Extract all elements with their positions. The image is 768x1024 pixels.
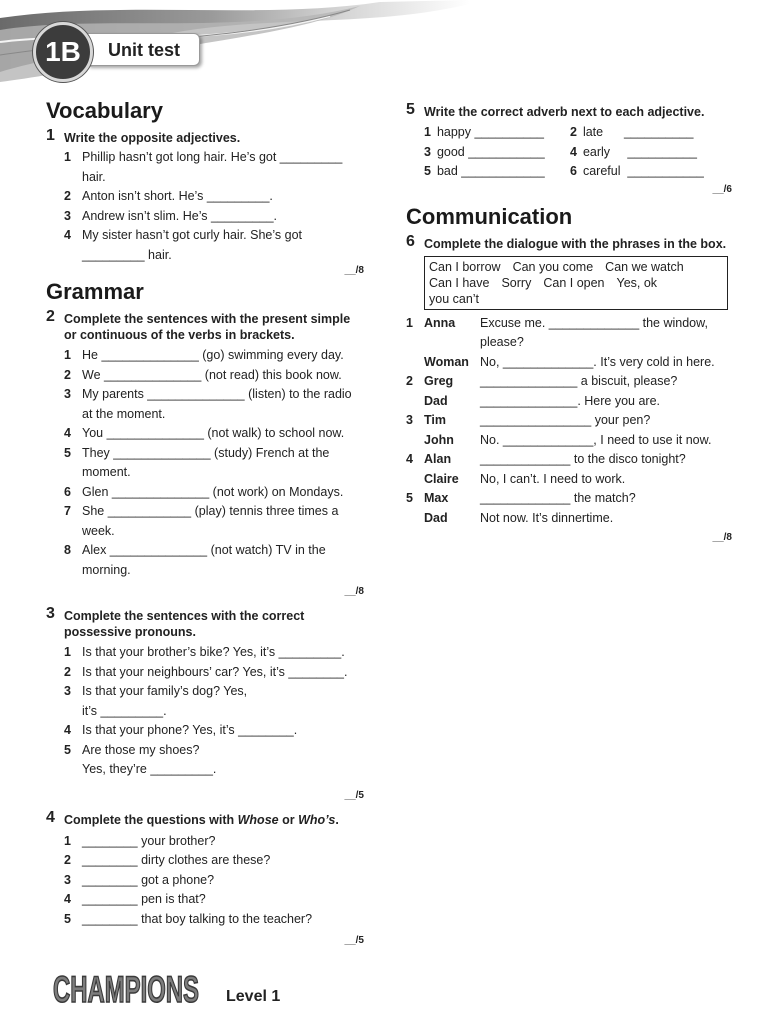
phrase: Sorry [501, 275, 532, 290]
list-item [46, 502, 364, 541]
item-number: 4 [64, 723, 71, 737]
item-text: Are those my shoes? Yes, they’re _________. [82, 742, 217, 776]
item-number: 2 [406, 374, 413, 388]
dialogue-line: ______________ a biscuit, please? [480, 374, 678, 388]
exercise-number: 1 [46, 127, 55, 144]
exercise-3-score: __/5 [344, 789, 364, 801]
list-item [46, 541, 364, 580]
item-text: Anton isn’t short. He’s _________. [82, 189, 273, 203]
section-heading-vocabulary: Vocabulary [46, 98, 163, 123]
item-number: 5 [64, 445, 71, 460]
item-number: 1 [64, 150, 71, 164]
left-column [46, 98, 364, 947]
item-text: ________ got a phone? [82, 872, 215, 887]
item-number: 6 [64, 484, 71, 499]
dialogue-row [406, 411, 732, 431]
speaker: Tim [424, 413, 446, 427]
dialogue-row [406, 489, 732, 509]
list-item [46, 682, 364, 721]
phrase: Can you come [512, 259, 594, 274]
list-item [46, 851, 364, 871]
phrase: Yes, ok [616, 275, 658, 290]
dialogue-line: _____________ the match? [480, 491, 636, 505]
item-number: 3 [64, 872, 71, 887]
speaker: Max [424, 491, 449, 505]
item-text: Is that your brother’s bike? Yes, it’s _________. [82, 645, 345, 659]
list-item [46, 346, 364, 366]
item-text: bad ____________ [436, 164, 545, 178]
list-item [46, 643, 364, 663]
exercise-1-score: __/8 [344, 265, 364, 276]
list-item [46, 148, 364, 187]
exercise-number: 4 [46, 808, 55, 826]
item-number: 4 [406, 452, 413, 466]
exercise-6-score: __/8 [712, 532, 732, 543]
item-text: good ___________ [436, 144, 545, 159]
instruction-text: Complete the sentences with the present simple or continuous of the verbs in brackets. [64, 312, 351, 342]
item-number: 7 [64, 504, 71, 518]
speaker: Alan [424, 452, 452, 466]
item-number: 4 [64, 426, 71, 440]
item-number: 2 [64, 853, 71, 867]
list-item [46, 832, 364, 852]
list-item [424, 162, 570, 182]
exercise-5-grid [424, 123, 732, 182]
item-number: 2 [64, 664, 71, 679]
list-item [46, 483, 364, 503]
dialogue-line: _____________ to the disco tonight? [480, 452, 686, 466]
list-item [570, 123, 720, 143]
speaker: Greg [424, 374, 454, 388]
exercise-5-score: __/6 [712, 183, 732, 195]
item-number [406, 353, 424, 373]
item-text: Is that your neighbours’ car? Yes, it’s ________. [82, 664, 348, 679]
dialogue-line: No. _____________, I need to use it now. [480, 432, 712, 447]
speaker: Dad [424, 510, 448, 525]
dialogue-line: ________________ your pen? [480, 413, 651, 427]
phrase: you can’t [429, 291, 480, 306]
list-item [424, 123, 570, 143]
exercise-2-score: __/8 [344, 586, 364, 597]
item-number: 4 [64, 228, 71, 242]
dialogue-row [406, 314, 732, 353]
dialogue-line: Excuse me. _____________ the window, please? [480, 315, 708, 349]
exercise-number: 2 [46, 308, 55, 325]
item-number: 3 [406, 413, 413, 427]
exercise-4-items [46, 832, 364, 930]
item-text: careful ___________ [582, 164, 704, 178]
item-number: 4 [570, 144, 577, 159]
exercise-4-instruction [46, 808, 364, 828]
exercise-2-instruction [46, 308, 364, 343]
item-text: Is that your family’s dog? Yes, it’s _________. [82, 684, 248, 718]
item-number: 2 [64, 367, 71, 382]
item-number: 2 [64, 189, 71, 203]
unit-title: Unit test [88, 33, 200, 66]
exercise-1-instruction [46, 127, 364, 146]
item-number: 3 [64, 387, 71, 401]
list-item [46, 721, 364, 741]
list-item [46, 385, 364, 424]
exercise-5-instruction [406, 101, 732, 120]
exercise-6-instruction [406, 232, 732, 252]
item-text: ________ that boy talking to the teacher? [82, 911, 313, 926]
exercise-3-items [46, 643, 364, 780]
speaker: Woman [424, 354, 469, 369]
dialogue-line: No, _____________. It’s very cold in here. [480, 354, 715, 369]
exercise-number: 5 [406, 101, 415, 118]
unit-badge: 1B [33, 22, 93, 82]
item-text: ________ dirty clothes are these? [82, 853, 271, 867]
item-number: 3 [64, 208, 71, 223]
item-text: late __________ [582, 125, 694, 139]
item-number: 3 [64, 684, 71, 698]
item-text: He ______________ (go) swimming every day. [82, 348, 344, 362]
phrase: Can I open [543, 275, 605, 290]
dialogue-row [406, 392, 732, 412]
item-text: Alex ______________ (not watch) TV in the morning. [82, 543, 326, 577]
phrase: Can I have [429, 275, 490, 290]
list-item [46, 226, 364, 265]
item-text: Andrew isn’t slim. He’s _________. [82, 208, 278, 223]
item-text: You ______________ (not walk) to school now. [82, 426, 345, 440]
item-number: 3 [424, 144, 431, 159]
item-number: 1 [64, 645, 71, 659]
level-label: Level 1 [226, 988, 281, 1005]
dialogue-row [406, 470, 732, 490]
item-text: early __________ [582, 144, 697, 159]
section-heading-communication: Communication [406, 203, 573, 229]
item-number: 1 [64, 348, 71, 362]
item-text: Phillip hasn’t got long hair. He’s got _________ hair. [82, 150, 343, 184]
champions-logo-text: CHAMPIONS [53, 969, 199, 1010]
instruction-text: Write the opposite adjectives. [64, 131, 241, 145]
list-item [46, 890, 364, 910]
item-number: 5 [406, 491, 413, 505]
item-number: 1 [406, 315, 413, 330]
item-text: We ______________ (not read) this book now. [82, 367, 342, 382]
dialogue-row [406, 372, 732, 392]
instruction-text: Complete the questions with Whose or Who’s. [64, 812, 339, 827]
item-number: 1 [64, 833, 71, 848]
item-text: ________ pen is that? [82, 892, 206, 906]
exercise-3-instruction [46, 605, 364, 640]
dialogue-line: No, I can’t. I need to work. [480, 471, 626, 486]
item-number [406, 392, 424, 412]
item-number [406, 509, 424, 529]
item-number: 1 [424, 125, 431, 139]
list-item [570, 162, 720, 182]
instruction-text: Complete the sentences with the correct possessive pronouns. [64, 609, 305, 639]
item-number: 2 [570, 125, 577, 139]
exercise-4-score: __/5 [344, 935, 364, 946]
item-text: Is that your phone? Yes, it’s ________. [82, 723, 298, 737]
exercise-number: 6 [406, 232, 415, 250]
item-number: 6 [570, 164, 577, 178]
list-item [570, 143, 720, 163]
item-text: My sister hasn’t got curly hair. She’s got _________ hair. [82, 228, 303, 262]
item-text: They ______________ (study) French at the moment. [82, 445, 330, 479]
item-number: 4 [64, 892, 71, 906]
item-number: 5 [424, 164, 431, 178]
dialogue-row [406, 353, 732, 373]
dialogue-row [406, 431, 732, 451]
phrase-box [424, 256, 728, 310]
list-item [46, 424, 364, 444]
list-item [46, 871, 364, 891]
item-text: happy __________ [436, 125, 545, 139]
list-item [46, 444, 364, 483]
exercise-number: 3 [46, 605, 55, 622]
speaker: John [424, 432, 454, 447]
list-item [46, 910, 364, 930]
phrase: Can we watch [605, 259, 684, 274]
item-number: 5 [64, 911, 71, 926]
item-number: 5 [64, 742, 71, 757]
right-column [406, 101, 732, 544]
instruction-text: Complete the dialogue with the phrases in the box. [424, 236, 727, 251]
phrase: Can I borrow [429, 259, 501, 274]
dialogue-row [406, 509, 732, 529]
list-item [46, 207, 364, 227]
dialogue-row [406, 450, 732, 470]
list-item [46, 366, 364, 386]
item-text: She ____________ (play) tennis three times a week. [82, 504, 339, 538]
instruction-text: Write the correct adverb next to each adjective. [424, 105, 705, 119]
list-item [46, 741, 364, 780]
list-item [46, 187, 364, 207]
speaker: Anna [424, 315, 456, 330]
exercise-1-items [46, 148, 364, 265]
item-number: 8 [64, 543, 71, 557]
exercise-2-items [46, 346, 364, 580]
champions-logo [50, 966, 202, 1010]
item-number [406, 470, 424, 490]
speaker: Claire [424, 471, 459, 486]
list-item [424, 143, 570, 163]
dialogue-line: Not now. It’s dinnertime. [480, 510, 614, 525]
item-number [406, 431, 424, 451]
item-text: My parents ______________ (listen) to the radio at the moment. [82, 387, 352, 421]
list-item [46, 663, 364, 683]
dialogue-line: ______________. Here you are. [480, 393, 661, 408]
item-text: ________ your brother? [82, 833, 216, 848]
dialogue [406, 314, 732, 529]
section-heading-grammar: Grammar [46, 279, 144, 304]
speaker: Dad [424, 393, 448, 408]
item-text: Glen ______________ (not work) on Mondays. [82, 484, 344, 499]
